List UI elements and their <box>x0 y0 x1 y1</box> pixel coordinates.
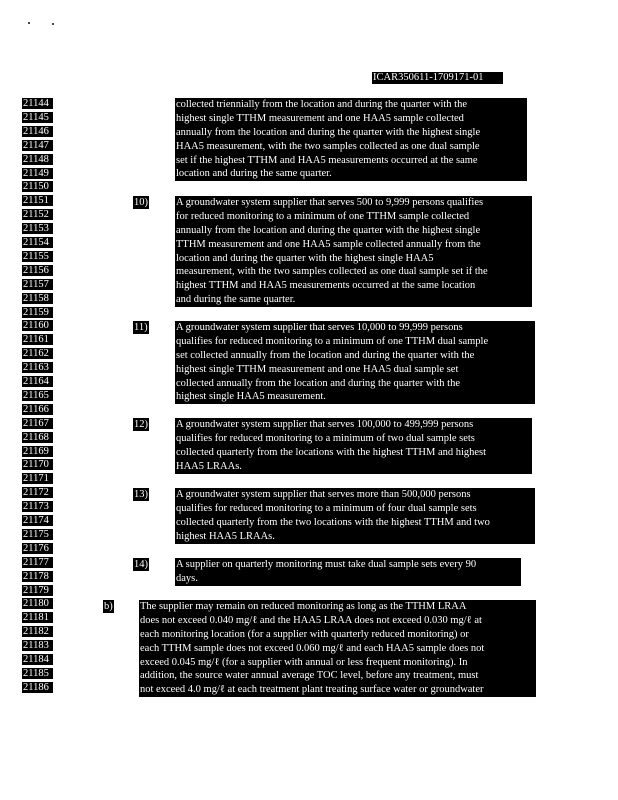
line-number: 21172 <box>22 487 53 498</box>
text-line: highest single HAA5 measurement. <box>176 391 326 403</box>
paragraph-item-12 <box>175 418 532 474</box>
text-line: highest TTHM and HAA5 measurements occurred at the same location <box>176 280 476 292</box>
line-number: 21176 <box>22 543 53 554</box>
text-line: highest single TTHM measurement and one HAA5 sample collected <box>176 112 464 124</box>
text-line: each TTHM sample does not exceed 0.060 mg/ℓ and each HAA5 sample does not <box>140 642 485 654</box>
text-line: exceed 0.045 mg/ℓ (for a supplier with annual or less frequent monitoring). In <box>140 656 468 668</box>
text-line: days. <box>176 572 198 584</box>
text-line: highest single TTHM measurement and one HAA5 dual sample set <box>176 363 459 375</box>
text-line: qualifies for reduced monitoring to a minimum of two dual sample sets <box>176 432 475 444</box>
text-line: for reduced monitoring to a minimum of one TTHM sample collected <box>176 210 470 222</box>
text-line: collected annually from the location and during the quarter with the <box>176 377 460 389</box>
text-line: highest HAA5 LRAAs. <box>176 530 275 542</box>
line-number: 21153 <box>22 223 53 234</box>
line-number: 21150 <box>22 181 53 192</box>
text-line: collected quarterly from the two locations with the highest TTHM and two <box>176 516 490 528</box>
text-line: HAA5 LRAAs. <box>176 460 242 472</box>
line-number: 21186 <box>22 682 53 693</box>
paragraph-continuation <box>175 98 527 181</box>
line-number: 21174 <box>22 515 53 526</box>
line-number: 21144 <box>22 98 53 109</box>
line-number: 21184 <box>22 654 53 665</box>
line-number: 21181 <box>22 612 53 623</box>
text-line: set if the highest TTHM and HAA5 measurements occurred at the same <box>176 154 478 166</box>
line-number: 21157 <box>22 279 53 290</box>
paragraph-item-11 <box>175 321 535 404</box>
line-number: 21165 <box>22 390 53 401</box>
text-line: measurement, with the two samples collected as one dual sample set if the <box>176 266 488 278</box>
text-line: annually from the location and during the quarter with the highest single <box>176 224 481 236</box>
line-number: 21169 <box>22 446 53 457</box>
line-number: 21147 <box>22 140 53 151</box>
line-number: 21175 <box>22 529 53 540</box>
item-marker: 10) <box>134 197 148 208</box>
text-line: collected triennially from the location and during the quarter with the <box>176 99 467 110</box>
text-line: A groundwater system supplier that serves 500 to 9,999 persons qualifies <box>176 197 484 208</box>
line-number: 21173 <box>22 501 53 512</box>
line-number: 21179 <box>22 585 53 596</box>
line-number: 21182 <box>22 626 53 637</box>
line-number: 21149 <box>22 168 53 179</box>
document-id-header: ICAR350611-1709171-01 <box>372 72 503 84</box>
line-number: 21185 <box>22 668 53 679</box>
text-line: A groundwater system supplier that serves more than 500,000 persons <box>176 489 471 500</box>
text-line: location and during the quarter with the highest single HAA5 <box>176 252 434 264</box>
text-line: annually from the location and during the quarter with the highest single <box>176 126 481 138</box>
line-number: 21151 <box>22 195 53 206</box>
text-line: and during the same quarter. <box>176 294 296 306</box>
item-marker: 13) <box>134 489 148 500</box>
text-line: not exceed 4.0 mg/ℓ at each treatment plant treating surface water or groundwater <box>140 684 484 696</box>
text-line: each monitoring location (for a supplier with quarterly reduced monitoring) or <box>140 628 469 640</box>
text-line: The supplier may remain on reduced monitoring as long as the TTHM LRAA <box>140 601 467 612</box>
paragraph-item-14 <box>175 558 521 586</box>
item-marker: b) <box>104 601 113 612</box>
text-line: qualifies for reduced monitoring to a minimum of one TTHM dual sample <box>176 335 489 347</box>
line-number: 21183 <box>22 640 53 651</box>
paragraph-b <box>139 600 536 697</box>
paragraph-item-13 <box>175 488 535 544</box>
text-line: addition, the source water annual average TOC level, before any treatment, must <box>140 670 479 682</box>
text-line: qualifies for reduced monitoring to a minimum of four dual sample sets <box>176 502 477 514</box>
line-number: 21180 <box>22 598 53 609</box>
text-line: HAA5 measurement, with the two samples collected as one dual sample <box>176 140 480 152</box>
scan-speck <box>52 23 54 25</box>
scan-speck <box>28 22 30 24</box>
line-number: 21177 <box>22 557 53 568</box>
line-number: 21167 <box>22 418 53 429</box>
paragraph-item-10 <box>175 196 532 307</box>
item-marker: 11) <box>134 322 148 333</box>
line-number: 21160 <box>22 320 53 331</box>
line-number: 21145 <box>22 112 53 123</box>
line-number: 21152 <box>22 209 53 220</box>
text-line: collected quarterly from the locations with the highest TTHM and highest <box>176 446 487 458</box>
text-line: A groundwater system supplier that serves 100,000 to 499,999 persons <box>176 419 474 430</box>
line-number: 21155 <box>22 251 53 262</box>
text-line: A groundwater system supplier that serves 10,000 to 99,999 persons <box>176 322 463 333</box>
line-number: 21161 <box>22 334 53 345</box>
item-marker: 14) <box>134 559 148 570</box>
line-number: 21162 <box>22 348 53 359</box>
line-number: 21154 <box>22 237 53 248</box>
text-line: set collected annually from the location and during the quarter with the <box>176 349 475 361</box>
line-number: 21156 <box>22 265 53 276</box>
line-number: 21171 <box>22 473 53 484</box>
text-line: does not exceed 0.040 mg/ℓ and the HAA5 LRAA does not exceed 0.030 mg/ℓ at <box>140 614 482 626</box>
line-number: 21163 <box>22 362 53 373</box>
line-number: 21146 <box>22 126 53 137</box>
text-line: TTHM measurement and one HAA5 sample collected annually from the <box>176 238 481 250</box>
line-number: 21166 <box>22 404 53 415</box>
item-marker: 12) <box>134 419 148 430</box>
line-number: 21148 <box>22 154 53 165</box>
line-number: 21178 <box>22 571 53 582</box>
line-number: 21158 <box>22 293 53 304</box>
line-number: 21168 <box>22 432 53 443</box>
text-line: location and during the same quarter. <box>176 168 332 180</box>
text-line: A supplier on quarterly monitoring must take dual sample sets every 90 <box>176 559 477 570</box>
line-number: 21170 <box>22 459 53 470</box>
line-number: 21164 <box>22 376 53 387</box>
line-number: 21159 <box>22 307 53 318</box>
